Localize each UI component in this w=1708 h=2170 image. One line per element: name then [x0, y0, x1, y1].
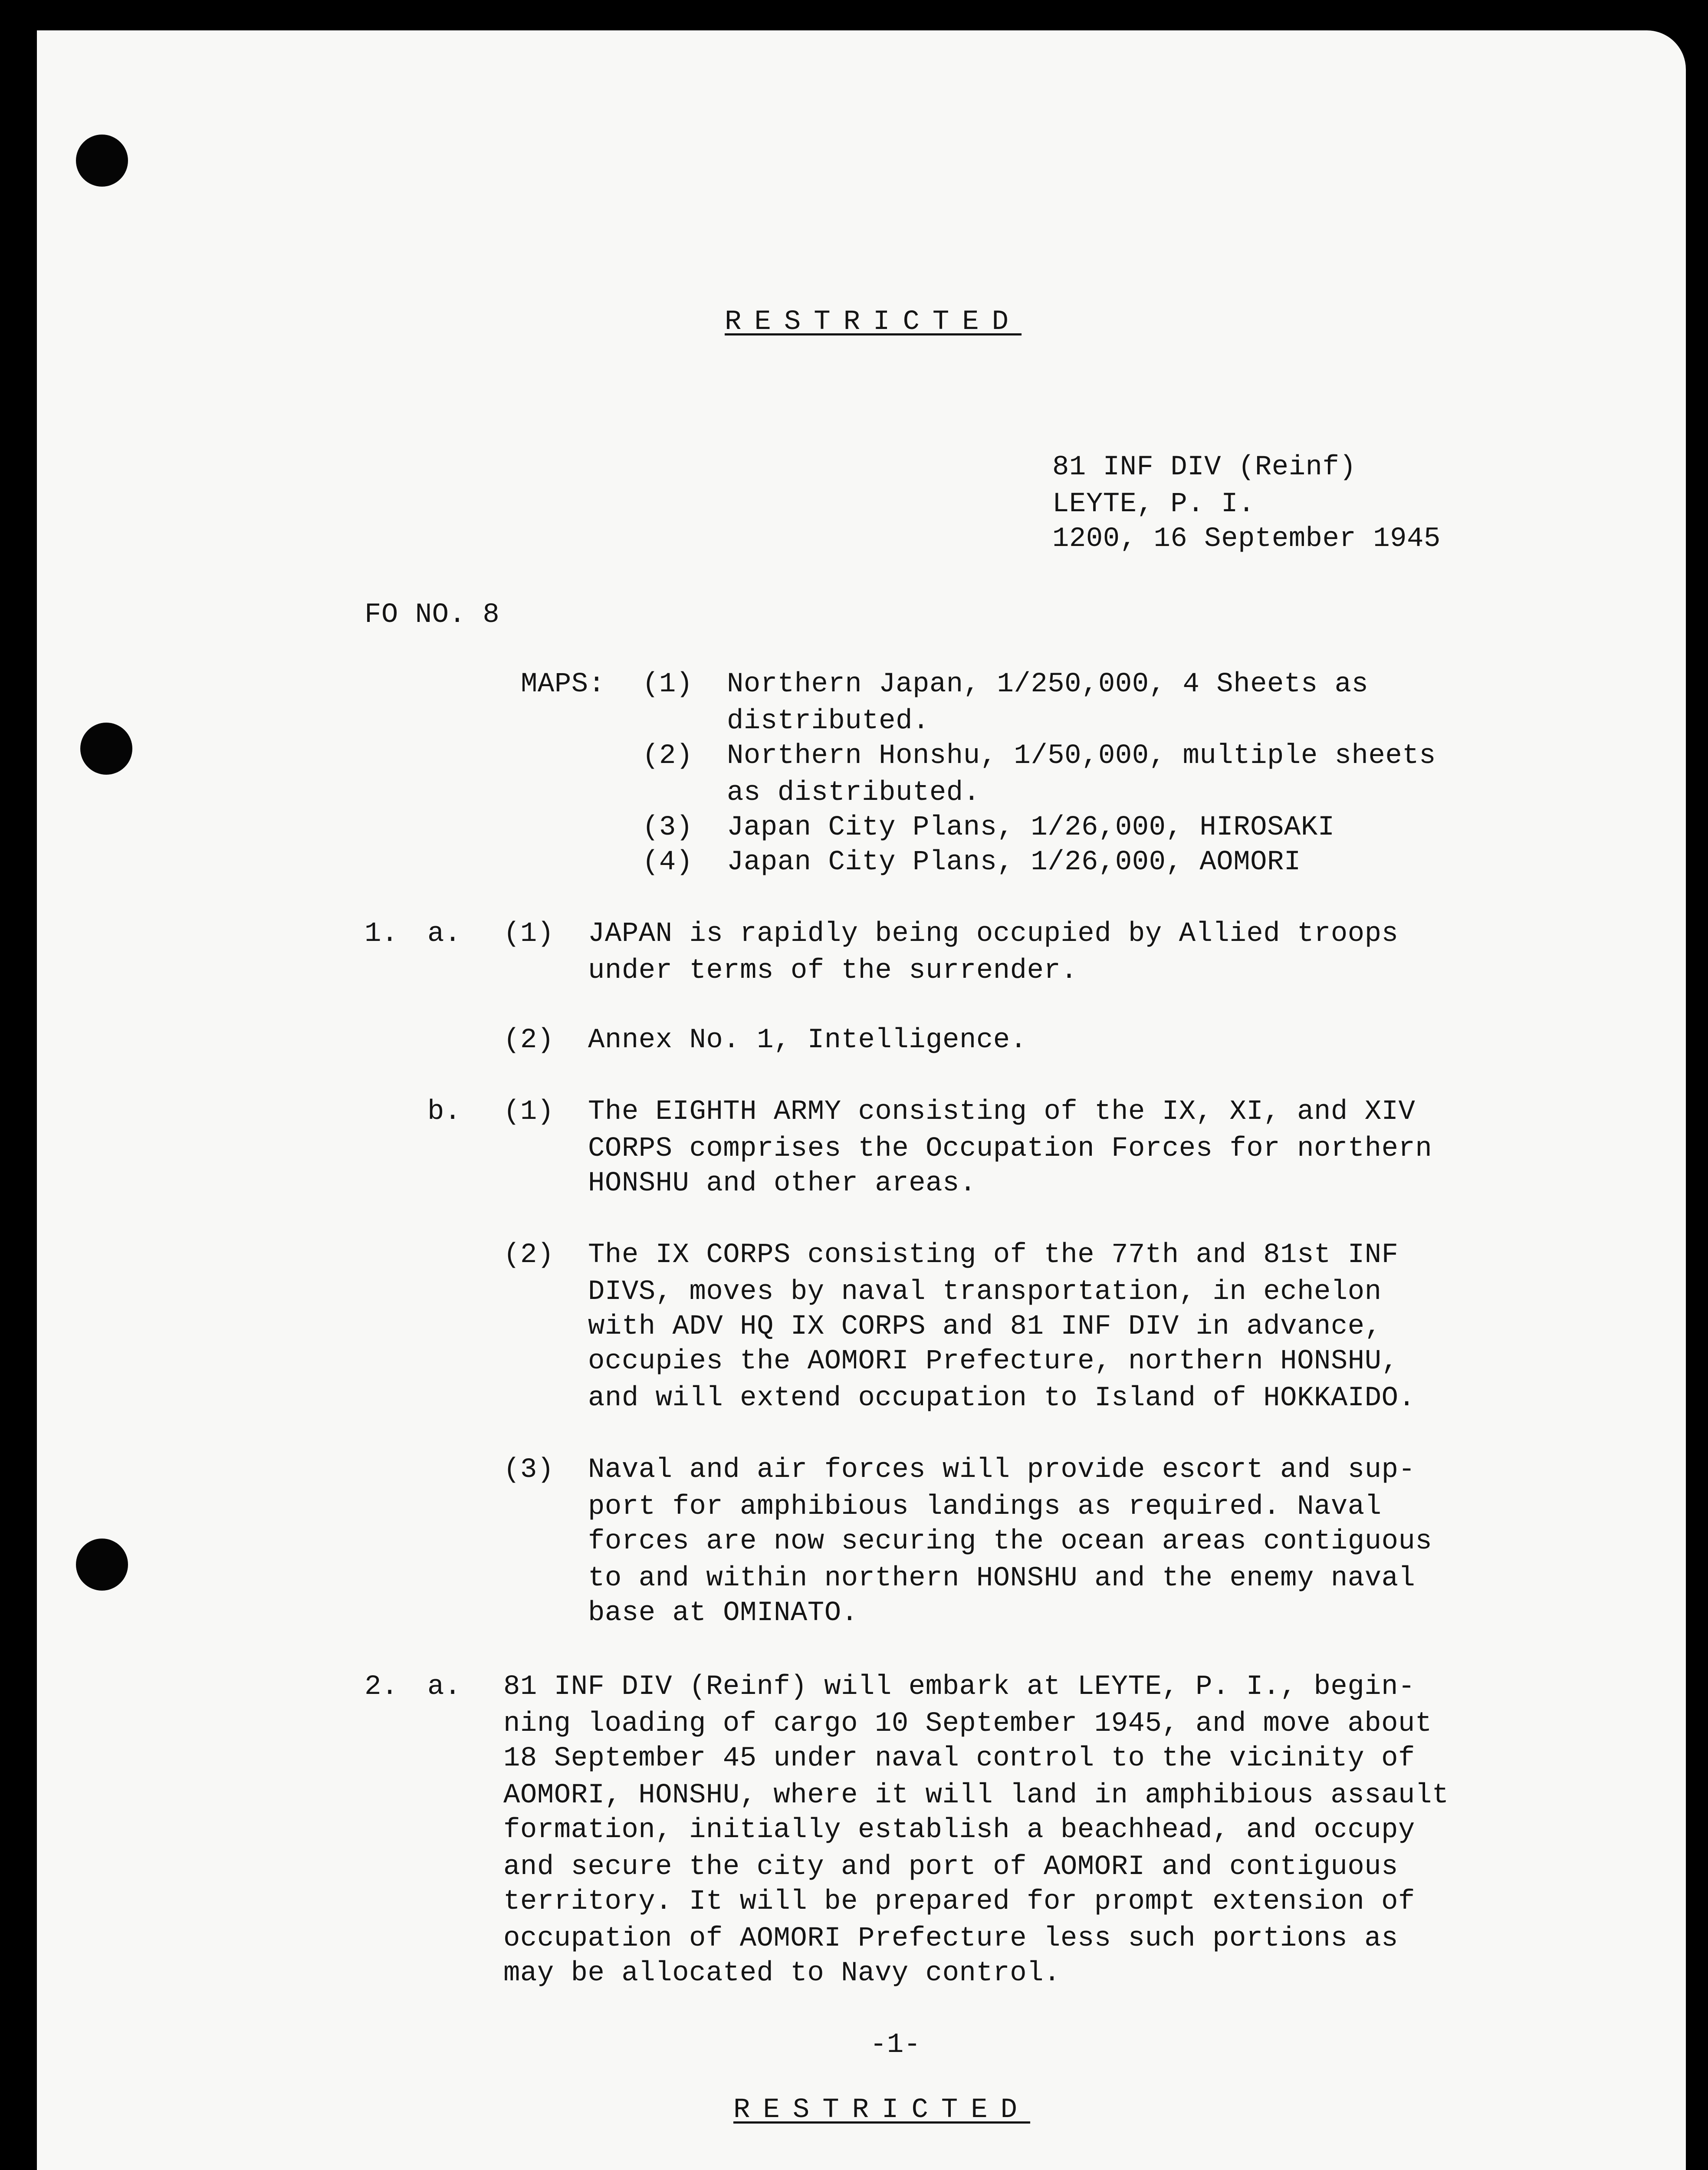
maps-item-1-num: (1) — [642, 669, 693, 700]
para2a-line-6: and secure the city and port of AOMORI and contiguous — [503, 1851, 1399, 1883]
para2a-label: a. — [427, 1671, 461, 1703]
para1b-label: b. — [427, 1096, 461, 1128]
para1b-item-2-line-1: The IX CORPS consisting of the 77th and 81st INF — [588, 1240, 1399, 1271]
punch-hole-middle — [80, 723, 132, 775]
para1a-item-2-line-1: Annex No. 1, Intelligence. — [588, 1025, 1027, 1056]
maps-label: MAPS: — [521, 669, 605, 700]
para1a-item-1-line-2: under terms of the surrender. — [588, 955, 1078, 986]
para1b-item-2-num: (2) — [503, 1240, 554, 1271]
para1b-item-3-line-1: Naval and air forces will provide escort and sup- — [588, 1454, 1416, 1486]
para2a-line-2: ning loading of cargo 10 September 1945, and move about — [503, 1708, 1432, 1739]
para2a-line-3: 18 September 45 under naval control to the vicinity of — [503, 1743, 1415, 1774]
fo-number: FO NO. 8 — [365, 599, 500, 631]
para1b-item-1-num: (1) — [503, 1096, 554, 1128]
maps-item-2-line-1: Northern Honshu, 1/50,000, multiple sheets — [727, 740, 1436, 772]
maps-item-4-num: (4) — [642, 847, 693, 878]
header-datetime: 1200, 16 September 1945 — [1052, 523, 1441, 555]
page-number: -1- — [870, 2029, 921, 2061]
maps-item-3-line-1: Japan City Plans, 1/26,000, HIROSAKI — [727, 812, 1335, 843]
para1a-item-1-line-1: JAPAN is rapidly being occupied by Allied troops — [588, 918, 1399, 950]
para1a-item-2-num: (2) — [503, 1025, 554, 1056]
para1b-item-2-line-5: and will extend occupation to Island of HOKKAIDO. — [588, 1383, 1416, 1414]
para1b-item-1-line-1: The EIGHTH ARMY consisting of the IX, XI, and XIV — [588, 1096, 1416, 1128]
para1b-item-3-line-3: forces are now securing the ocean areas contiguous — [588, 1526, 1432, 1557]
maps-item-4-line-1: Japan City Plans, 1/26,000, AOMORI — [727, 847, 1301, 878]
para1b-item-3-num: (3) — [503, 1454, 554, 1486]
header-unit: 81 INF DIV (Reinf) — [1052, 452, 1357, 483]
para2a-line-1: 81 INF DIV (Reinf) will embark at LEYTE, P. I., begin- — [503, 1671, 1415, 1703]
maps-item-2-num: (2) — [642, 740, 693, 772]
maps-item-2-line-2: as distributed. — [727, 777, 980, 809]
header-classification: RESTRICTED — [725, 306, 1022, 338]
para1b-item-2-line-2: DIVS, moves by naval transportation, in echelon — [588, 1276, 1382, 1308]
para1b-item-1-line-3: HONSHU and other areas. — [588, 1168, 976, 1199]
para1a-item-1-num: (1) — [503, 918, 554, 950]
para2a-line-7: territory. It will be prepared for prompt extension of — [503, 1886, 1415, 1917]
para1b-item-3-line-4: to and within northern HONSHU and the enemy naval — [588, 1563, 1416, 1594]
para2a-line-8: occupation of AOMORI Prefecture less such portions as — [503, 1923, 1399, 1954]
maps-item-3-num: (3) — [642, 812, 693, 843]
para1b-item-2-line-4: occupies the AOMORI Prefecture, northern HONSHU, — [588, 1346, 1399, 1377]
maps-item-1-line-1: Northern Japan, 1/250,000, 4 Sheets as — [727, 669, 1369, 700]
footer-classification: RESTRICTED — [733, 2094, 1031, 2126]
para1b-item-3-line-5: base at OMINATO. — [588, 1598, 858, 1629]
punch-hole-bottom — [76, 1539, 128, 1591]
para1-number: 1. — [365, 918, 398, 950]
maps-item-1-line-2: distributed. — [727, 706, 930, 737]
para2a-line-9: may be allocated to Navy control. — [503, 1958, 1061, 1989]
para2-number: 2. — [365, 1671, 398, 1703]
para1a-label: a. — [427, 918, 461, 950]
para1b-item-1-line-2: CORPS comprises the Occupation Forces for northern — [588, 1133, 1432, 1164]
para2a-line-5: formation, initially establish a beachhead, and occupy — [503, 1815, 1415, 1846]
para1b-item-2-line-3: with ADV HQ IX CORPS and 81 INF DIV in advance, — [588, 1311, 1382, 1342]
punch-hole-top — [76, 135, 128, 187]
para2a-line-4: AOMORI, HONSHU, where it will land in amphibious assault — [503, 1780, 1449, 1811]
para1b-item-3-line-2: port for amphibious landings as required. Naval — [588, 1491, 1382, 1522]
header-location: LEYTE, P. I. — [1052, 489, 1255, 520]
